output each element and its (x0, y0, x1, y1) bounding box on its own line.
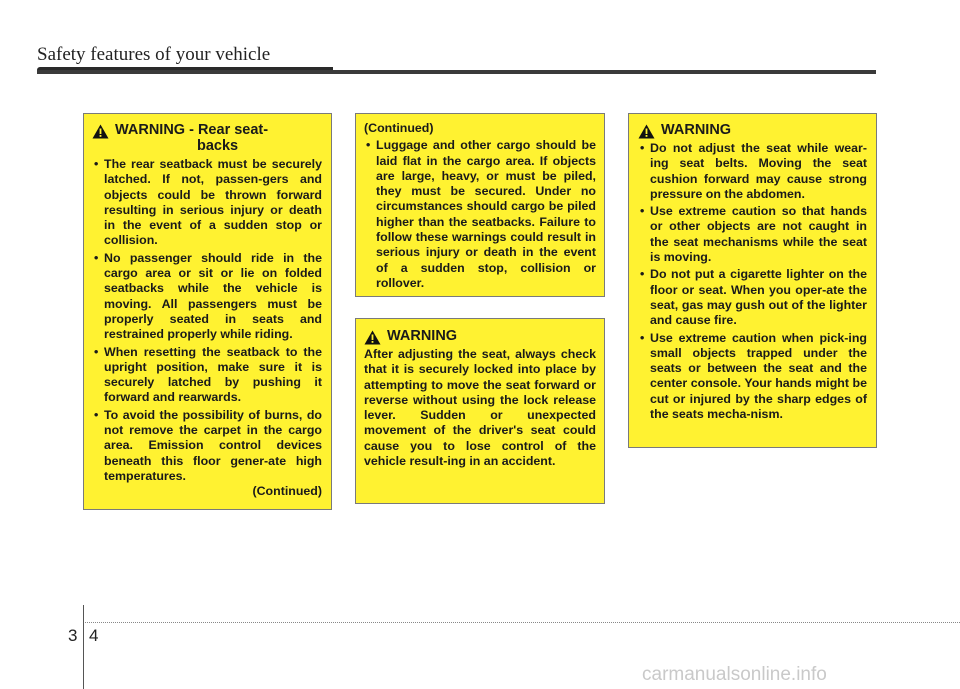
warning-title: WARNING (387, 328, 458, 344)
page-header-title: Safety features of your vehicle (37, 44, 271, 65)
list-item: • No passenger should ride in the cargo area or sit or lie on folded seatbacks while the vehicle is moving. All passengers must be properly seated in seats and restrained properly while riding. (92, 251, 322, 343)
warning-title: WARNING (661, 122, 732, 138)
warning-triangle-icon (638, 124, 655, 139)
list-item: • To avoid the possibility of burns, do not remove the carpet in the cargo area. Emission control devices beneath this floor gener-ate high temperatures. (92, 408, 322, 484)
warning-title-main: WARNING - Rear seat- (115, 122, 269, 138)
warning-title (115, 122, 268, 139)
list-item: • When resetting the seatback to the upright position, make sure it is securely latched by pushing it forward and rearwards. (92, 345, 322, 406)
list-item: • Use extreme caution so that hands or other objects are not caught in the seat mechanisms while the seat is moving. (638, 204, 867, 265)
warning-list (364, 138, 596, 291)
list-item: • Use extreme caution when pick-ing small objects trapped under the seats or between the seat and the center console. Your hands might be cut or injured by the sharp edges of the seats mecha-nism. (638, 331, 867, 423)
warning-list (92, 157, 322, 484)
list-item: • Do not put a cigarette lighter on the floor or seat. When you oper-ate the seat, gas may gush out of the lighter and cause fire. (638, 267, 867, 328)
warning-box-seat-adjust (355, 318, 605, 504)
footer-vertical-rule (83, 605, 84, 689)
warning-box-rear-seatbacks (83, 113, 332, 510)
warning-text: After adjusting the seat, always check that it is securely locked into place by attempting to move the seat forward or reverse without using the lock release lever. Sudden or unexpected movement of the driver's seat could cause you to lose control of the vehicle result-ing in an accident. (364, 347, 596, 469)
warning-triangle-icon (92, 124, 109, 139)
list-item: • Do not adjust the seat while wear-ing seat belts. Moving the seat cushion forward may cause strong pressure on the abdomen. (638, 141, 867, 202)
page-number: 4 (89, 626, 99, 645)
list-item: • The rear seatback must be securely latched. If not, passen-gers and objects could be thrown forward resulting in serious injury or death in the event of a sudden stop or collision. (92, 157, 322, 249)
page-section-number: 3 (68, 626, 78, 645)
warning-box-power-seat (628, 113, 877, 448)
watermark: carmanualsonline.info (642, 664, 827, 685)
header-rule (37, 70, 876, 74)
warning-list (638, 141, 867, 422)
warning-heading (638, 122, 867, 139)
warning-heading (92, 122, 322, 139)
continued-label: (Continued) (364, 121, 434, 135)
warning-triangle-icon (364, 330, 381, 345)
continued-label: (Continued) (252, 484, 322, 499)
warning-box-cargo-continued (355, 113, 605, 297)
footer-rule (83, 622, 960, 623)
warning-heading (364, 328, 596, 345)
warning-title-sub: backs (197, 138, 239, 154)
list-item: • Luggage and other cargo should be laid flat in the cargo area. If objects are large, heavy, or must be piled, they must be secured. Under no circumstances should cargo be piled higher than the seatbacks. Failure to follow these warnings could result in serious injury or death in the event of a sudden stop, collision or rollover. (364, 138, 596, 291)
